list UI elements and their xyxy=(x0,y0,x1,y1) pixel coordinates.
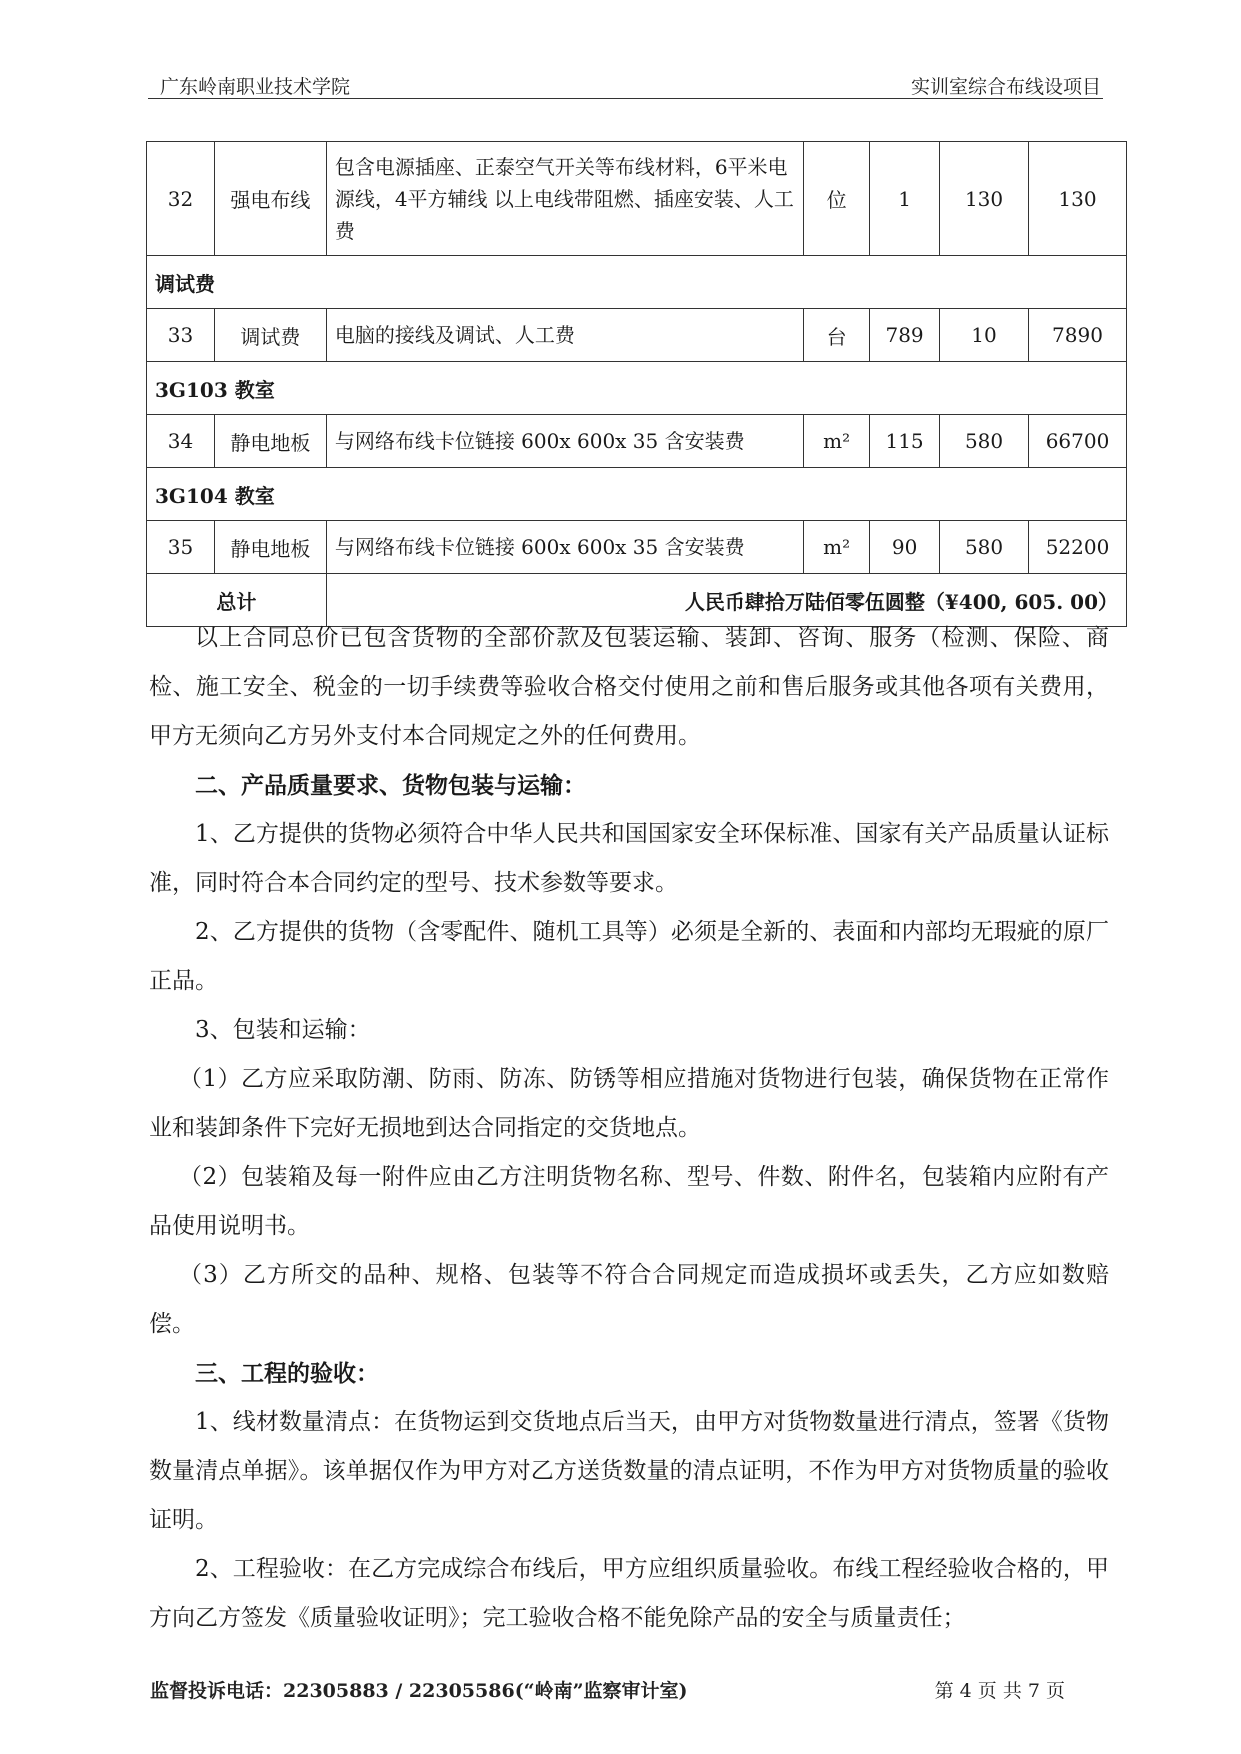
footer-complaint-hotline: 监督投诉电话：22305883 / 22305586(“岭南”监察审计室) xyxy=(150,1680,688,1702)
section-heading-quality: 二、产品质量要求、货物包装与运输： xyxy=(195,772,586,799)
paragraph-engineering-acceptance: 2、工程验收：在乙方完成综合布线后，甲方应组织质量验收。布线工程经验收合格的，甲方向乙方签发《质量验收证明》；完工验收合格不能免除产品的安全与质量责任； xyxy=(149,1556,1109,1631)
item-name: 调试费 xyxy=(214,309,326,362)
item-desc: 包含电源插座、正泰空气开关等布线材料，6平米电源线，4平方辅线 以上电线带阻燃、插座安装、人工费 xyxy=(326,142,803,256)
item-price: 580 xyxy=(940,521,1029,574)
item-no: 32 xyxy=(147,142,215,256)
section-row xyxy=(147,362,1127,415)
price-table xyxy=(146,141,1127,627)
item-price: 130 xyxy=(940,142,1029,256)
item-desc: 电脑的接线及调试、人工费 xyxy=(326,309,803,362)
item-no: 35 xyxy=(147,521,215,574)
paragraph-new-goods: 2、乙方提供的货物（含零配件、随机工具等）必须是全新的、表面和内部均无瑕疵的原厂正品。 xyxy=(149,919,1109,994)
item-name: 强电布线 xyxy=(214,142,326,256)
item-unit: m² xyxy=(804,521,870,574)
header-institution: 广东岭南职业技术学院 xyxy=(160,76,351,98)
header-divider xyxy=(148,98,1103,99)
section-title: 3G103 教室 xyxy=(147,362,1127,415)
item-amount: 52200 xyxy=(1029,521,1127,574)
contract-body xyxy=(149,614,1109,1643)
header-project-title: 实训室综合布线设项目 xyxy=(910,76,1101,98)
item-amount: 130 xyxy=(1029,142,1127,256)
item-name: 静电地板 xyxy=(214,521,326,574)
item-name: 静电地板 xyxy=(214,415,326,468)
table-row xyxy=(147,309,1127,362)
section-row xyxy=(147,468,1127,521)
table-row xyxy=(147,521,1127,574)
item-price: 10 xyxy=(940,309,1029,362)
item-unit: m² xyxy=(804,415,870,468)
item-qty: 789 xyxy=(870,309,940,362)
total-label: 总计 xyxy=(147,574,327,627)
section-row xyxy=(147,256,1127,309)
item-amount: 7890 xyxy=(1029,309,1127,362)
item-price: 580 xyxy=(940,415,1029,468)
paragraph-quantity-check: 1、线材数量清点：在货物运到交货地点后当天，由甲方对货物数量进行清点，签署《货物数量清点单据》。该单据仅作为甲方对乙方送货数量的清点证明，不作为甲方对货物质量的验收证明。 xyxy=(149,1409,1109,1533)
item-desc: 与网络布线卡位链接 600x 600x 35 含安装费 xyxy=(326,415,803,468)
item-qty: 115 xyxy=(870,415,940,468)
table-row xyxy=(147,142,1127,256)
item-no: 34 xyxy=(147,415,215,468)
paragraph-packaging-1: （1）乙方应采取防潮、防雨、防冻、防锈等相应措施对货物进行包装，确保货物在正常作业和装卸条件下完好无损地到达合同指定的交货地点。 xyxy=(149,1066,1109,1141)
paragraph-packaging-title: 3、包装和运输： xyxy=(195,1017,371,1043)
paragraph-quality-standards: 1、乙方提供的货物必须符合中华人民共和国国家安全环保标准、国家有关产品质量认证标准，同时符合本合同约定的型号、技术参数等要求。 xyxy=(149,821,1109,896)
footer-page-number: 第 4 页 共 7 页 xyxy=(934,1680,1065,1702)
item-qty: 90 xyxy=(870,521,940,574)
section-title: 调试费 xyxy=(147,256,1127,309)
total-amount: 人民币肆拾万陆佰零伍圆整（¥400, 605. 00） xyxy=(326,574,1126,627)
section-heading-acceptance: 三、工程的验收： xyxy=(195,1360,379,1387)
item-unit: 位 xyxy=(804,142,870,256)
paragraph-packaging-2: （2）包装箱及每一附件应由乙方注明货物名称、型号、件数、附件名，包装箱内应附有产品使用说明书。 xyxy=(149,1164,1109,1239)
item-desc: 与网络布线卡位链接 600x 600x 35 含安装费 xyxy=(326,521,803,574)
item-unit: 台 xyxy=(804,309,870,362)
table-row xyxy=(147,415,1127,468)
item-amount: 66700 xyxy=(1029,415,1127,468)
section-title: 3G104 教室 xyxy=(147,468,1127,521)
item-qty: 1 xyxy=(870,142,940,256)
item-no: 33 xyxy=(147,309,215,362)
paragraph-price-inclusion: 以上合同总价已包含货物的全部价款及包装运输、装卸、咨询、服务（检测、保险、商检、施工安全、税金的一切手续费等验收合格交付使用之前和售后服务或其他各项有关费用，甲方无须向乙方另外支付本合同规定之外的任何费用。 xyxy=(149,625,1109,749)
paragraph-packaging-3: （3）乙方所交的品种、规格、包装等不符合合同规定而造成损坏或丢失，乙方应如数赔偿。 xyxy=(149,1262,1109,1337)
